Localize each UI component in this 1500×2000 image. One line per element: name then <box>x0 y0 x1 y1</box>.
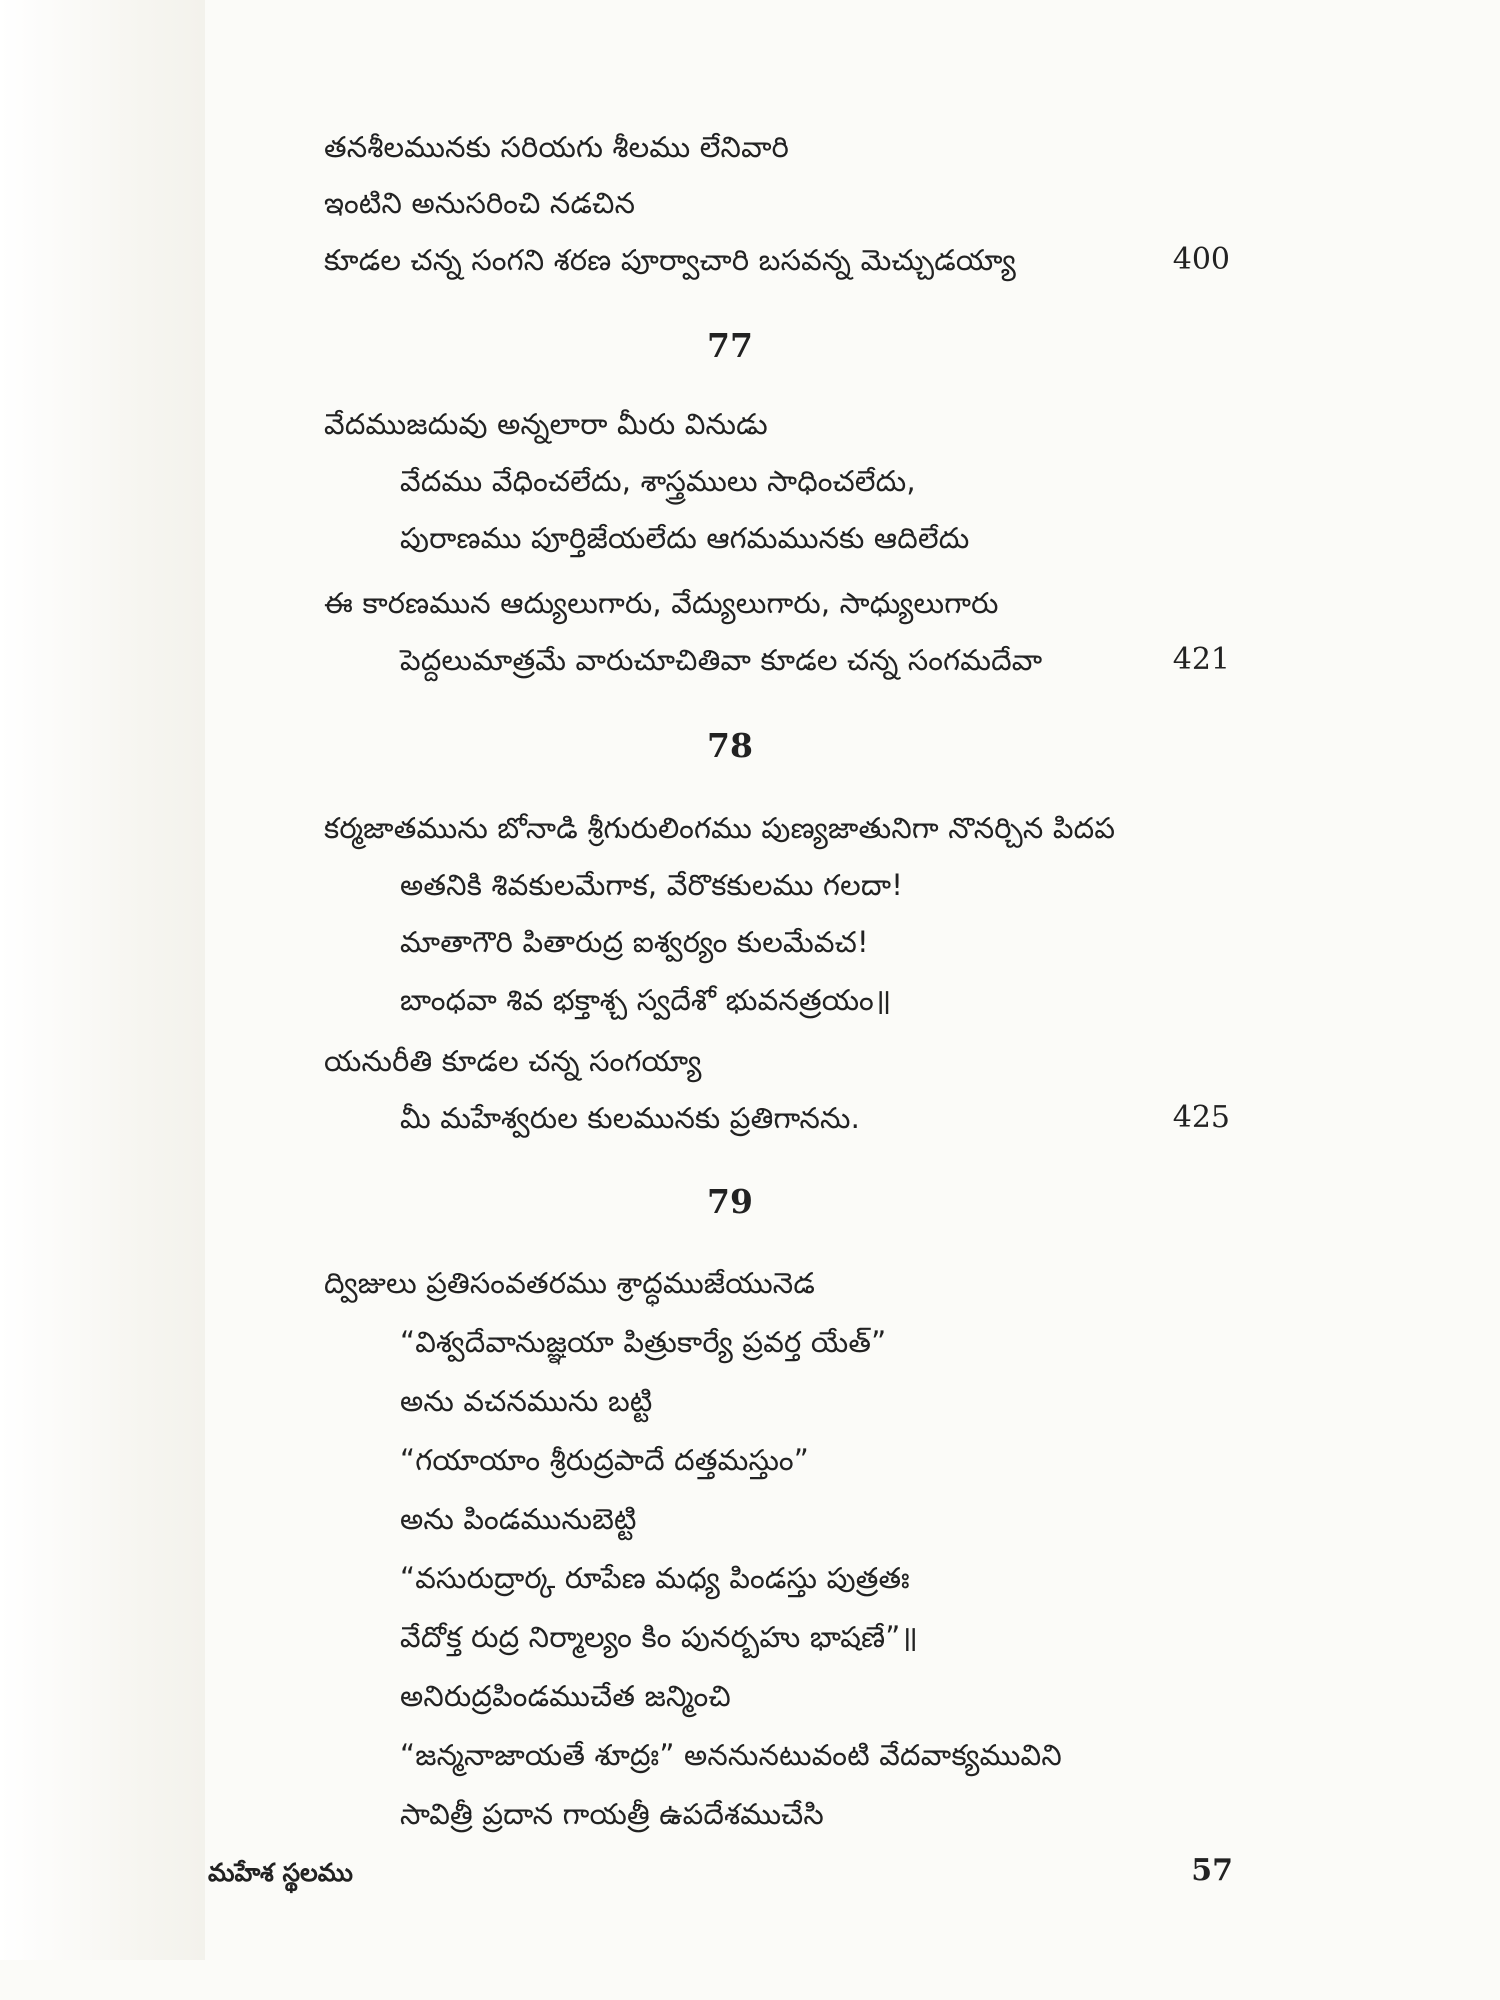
verse-line: సావిత్రీ ప్రదాన గాయత్రీ ఉపదేశముచేసి <box>400 1797 824 1831</box>
verse-line: కర్మజాతమును బోనాడి శ్రీగురులింగము పుణ్యజాతునిగా నొనర్చిన పిదప <box>324 811 1116 845</box>
verse-number: 78 <box>707 726 753 765</box>
verse-line: పెద్దలుమాత్రమే వారుచూచితివా కూడల చన్న సంగమదేవా <box>400 643 1043 677</box>
verse-line: వేదోక్త రుద్ర నిర్మాల్యం కిం పునర్బహు భాషణే”॥ <box>400 1620 919 1654</box>
verse-line: మీ మహేశ్వరుల కులమునకు ప్రతిగానను. <box>400 1101 861 1135</box>
line-number: 421 <box>1172 642 1230 677</box>
verse-line: మాతాగౌరి పితారుద్ర ఐశ్వర్యం కులమేవచ! <box>400 925 869 959</box>
verse-line: అను పిండమునుబెట్టి <box>400 1502 637 1536</box>
verse-line: తనశీలమునకు సరియగు శీలము లేనివారి <box>324 130 790 164</box>
page-number: 57 <box>1191 1853 1233 1888</box>
verse-number: 77 <box>707 326 753 365</box>
verse-line: కూడల చన్న సంగని శరణ పూర్వాచారి బసవన్న మెచ్చుడయ్యా <box>324 243 1016 277</box>
verse-line: అతనికి శివకులమేగాక, వేరొకకులము గలదా! <box>400 868 904 902</box>
verse-line: “గయాయాం శ్రీరుద్రపాదే దత్తమస్తుం” <box>400 1443 810 1477</box>
page-gutter-shadow <box>0 0 205 1960</box>
verse-line: ద్విజులు ప్రతిసంవతరము శ్రాద్ధముజేయునెడ <box>324 1266 816 1300</box>
verse-line: పురాణము పూర్తిజేయలేదు ఆగమమునకు ఆదిలేదు <box>400 521 970 555</box>
verse-line: “జన్మనాజాయతే శూద్రః” అననునటువంటి వేదవాక్యమువిని <box>400 1738 1062 1772</box>
verse-line: అను వచనమును బట్టి <box>400 1384 653 1418</box>
verse-line: యనురీతి కూడల చన్న సంగయ్యా <box>324 1044 702 1078</box>
verse-number: 79 <box>707 1182 753 1221</box>
verse-line: అనిరుద్రపిండముచేత జన్మించి <box>400 1679 731 1713</box>
verse-line: ఇంటిని అనుసరించి నడచిన <box>324 186 636 220</box>
verse-line: “వసురుద్రార్క రూపేణ మధ్య పిండస్తు పుత్రతః <box>400 1561 910 1595</box>
verse-line: వేదము వేధించలేదు, శాస్త్రములు సాధించలేదు, <box>400 464 916 498</box>
verse-line: “విశ్వదేవానుజ్ఞయా పిత్రుకార్యే ప్రవర్త యేత్” <box>400 1325 887 1359</box>
verse-line: బాంధవా శివ భక్తాశ్చ స్వదేశో భువనత్రయం॥ <box>400 983 892 1017</box>
verse-line: ఈ కారణమున ఆద్యులుగారు, వేద్యులుగారు, సాధ్యులుగారు <box>324 586 999 620</box>
verse-line: వేదముజదువు అన్నలారా మీరు వినుడు <box>324 407 768 441</box>
line-number: 400 <box>1172 242 1230 277</box>
running-footer-title: మహేశ స్థలము <box>208 1858 353 1887</box>
line-number: 425 <box>1172 1100 1230 1135</box>
